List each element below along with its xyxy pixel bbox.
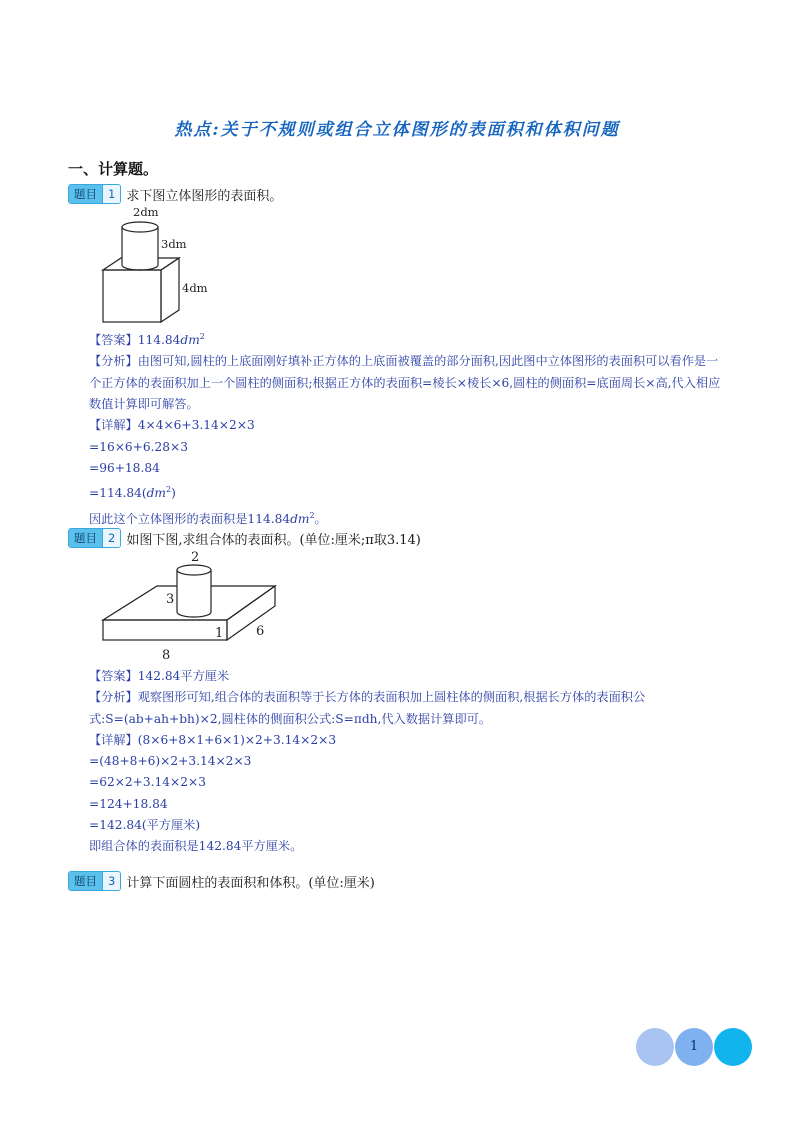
conclusion-1: 因此这个立体图形的表面积是$114.84dm^2$。 — [89, 510, 327, 526]
label-height: 1 — [215, 626, 224, 641]
label-2dm: 2dm — [133, 205, 159, 219]
answer-2: 【答案】142.84平方厘米 — [89, 669, 230, 683]
question-badge — [68, 528, 121, 548]
badge-label: 题目 — [69, 529, 102, 547]
analysis-2a: 【分析】观察图形可知,组合体的表面积等于长方体的表面积加上圆柱体的侧面积,根据长方体的表面积公 — [89, 690, 646, 705]
badge-label: 题目 — [69, 872, 102, 890]
page-number-badge — [636, 1028, 752, 1066]
solution-1 — [89, 326, 729, 530]
decor-circle — [636, 1028, 674, 1066]
label-side: 3 — [166, 592, 175, 607]
question-badge — [68, 871, 121, 891]
question-2-text: 如图下图,求组合体的表面积。(单位:厘米;π取3.14) — [126, 532, 421, 548]
label-4dm: 4dm — [182, 281, 208, 295]
step-2-5: =142.84(平方厘米) — [89, 818, 201, 833]
label-length: 8 — [162, 648, 171, 663]
badge-number: 1 — [102, 185, 120, 203]
step-1-1: 【详解】4×4×6+3.14×2×3 — [89, 418, 255, 433]
badge-number: 3 — [102, 872, 120, 890]
step-1-2: =16×6+6.28×3 — [89, 439, 188, 454]
conclusion-2: 即组合体的表面积是142.84平方厘米。 — [89, 839, 303, 854]
analysis-2b: 式:S=(ab+ah+bh)×2,圆柱体的侧面积公式:S=πdh,代入数据计算即可。 — [89, 711, 492, 726]
cube-front-face — [103, 270, 161, 322]
step-1-4: $=114.84(dm^2)$ — [89, 485, 176, 501]
solution-2 — [89, 666, 729, 858]
answer-1: 【答案】$114.84dm^2$ — [89, 332, 205, 348]
label-top: 2 — [191, 550, 200, 565]
cuboid-front-face — [103, 620, 227, 640]
cuboid-right-face — [227, 586, 275, 640]
page-number: 1 — [689, 1039, 699, 1054]
cylinder-top — [177, 565, 211, 575]
cube-right-face — [161, 258, 179, 322]
badge-number: 2 — [102, 529, 120, 547]
question-3-text: 计算下面圆柱的表面积和体积。(单位:厘米) — [126, 875, 375, 891]
step-2-2: =(48+8+6)×2+3.14×2×3 — [89, 754, 252, 769]
step-2-1: 【详解】(8×6+8×1+6×1)×2+3.14×2×3 — [89, 732, 337, 747]
decor-circle — [714, 1028, 752, 1066]
question-1-line — [68, 184, 282, 204]
analysis-1: 【分析】由图可知,圆柱的上底面刚好填补正方体的上底面被覆盖的部分面积,因此图中立体图形的表面积可以看作是一个正方体的表面积加上一个圆柱的侧面积;根据正方体的表面积=棱长×棱长×6,圆柱的侧面积=底面周长×高,代入相应数值计算即可解答。 — [89, 354, 721, 411]
label-width: 6 — [256, 624, 265, 639]
question-1-text: 求下图立体图形的表面积。 — [126, 188, 283, 204]
label-3dm: 3dm — [161, 237, 187, 251]
question-3-line — [68, 871, 375, 891]
step-1-3: =96+18.84 — [89, 460, 160, 475]
figure-cuboid-cylinder — [95, 548, 285, 663]
page-title: 热点:关于不规则或组合立体图形的表面积和体积问题 — [174, 120, 620, 140]
badge-label: 题目 — [69, 185, 102, 203]
question-2-line — [68, 528, 421, 548]
step-2-4: =124+18.84 — [89, 796, 168, 811]
cylinder-top — [122, 222, 158, 232]
figure-cube-cylinder — [95, 202, 225, 327]
question-badge — [68, 184, 121, 204]
section-heading: 一、计算题。 — [68, 160, 159, 178]
cylinder-body — [122, 227, 158, 265]
step-2-3: =62×2+3.14×2×3 — [89, 775, 206, 790]
